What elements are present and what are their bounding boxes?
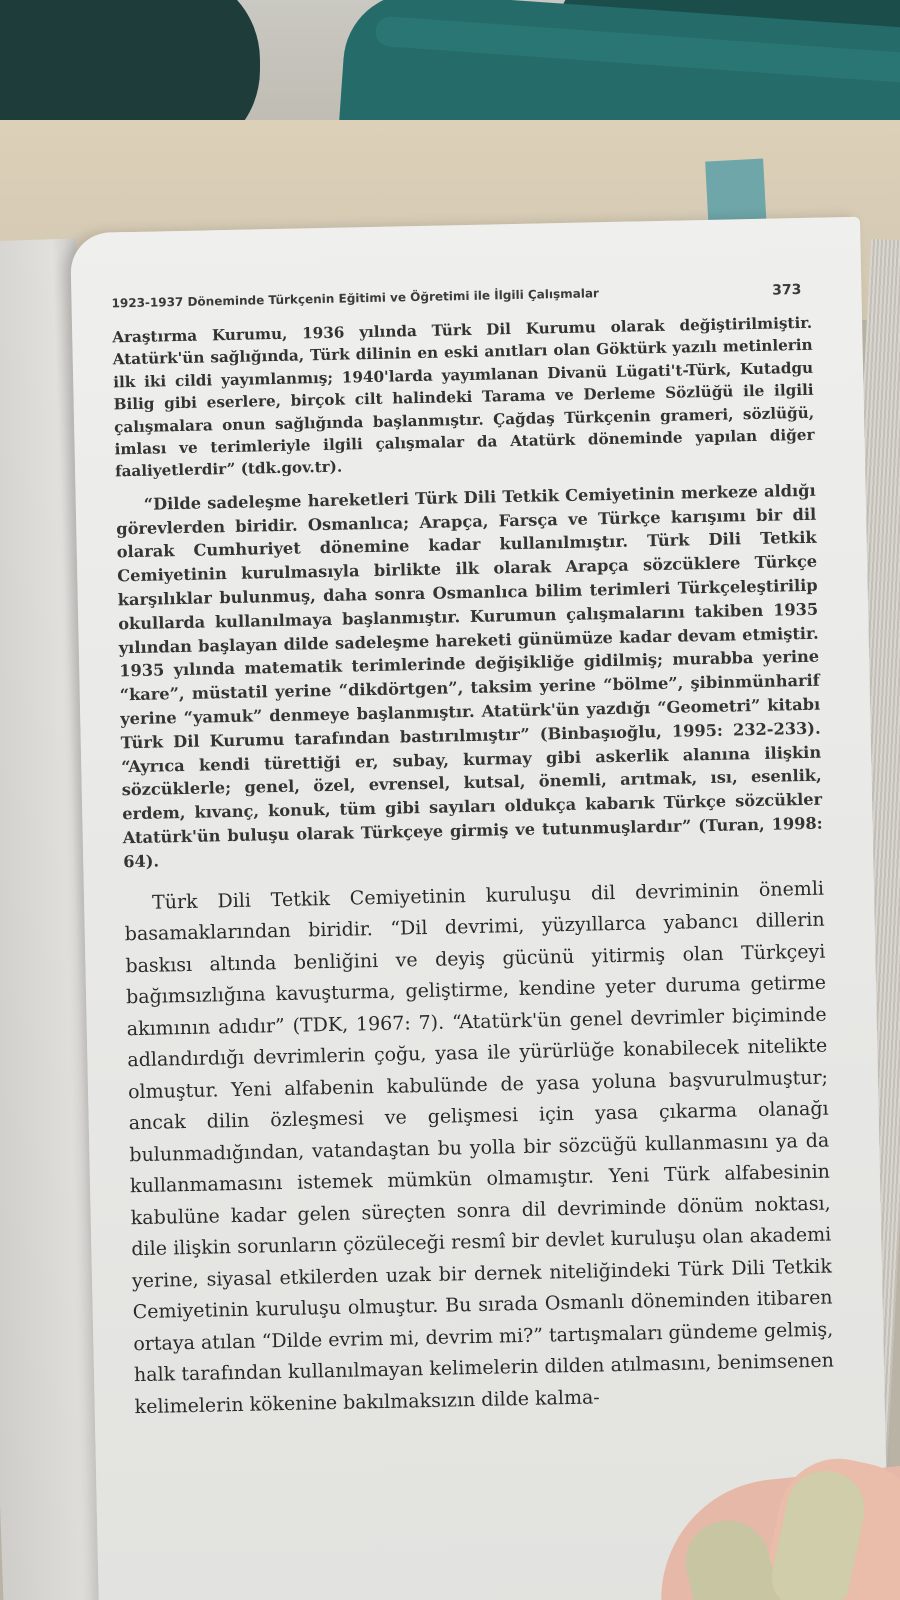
paragraph-1: Araştırma Kurumu, 1936 yılında Türk Dil Kurumu olarak değiştirilmiştir. Atatürk'ün sağlığında, Türk dilinin en eski anıtları olan Göktürk yazılı metinlerin ilk iki cildi yayımlanmış; 1940'larda yayımlanan Divanü Lügati't-Türk, Kutadgu Bilig gibi eserlere, birçok cilt halindeki Tarama ve Derleme Sözlüğü ile ilgili çalışmalara onun sağlığında başlanmıştır. Çağdaş Türkçenin grameri, sözlüğü, imlası ve terimleriyle ilgili çalışmalar da Atatürk döneminde yapılan diğer faaliyetlerdir” (tdk.gov.tr).	[112, 313, 815, 481]
page-content	[111, 282, 834, 1424]
book-page	[70, 217, 889, 1600]
paragraph-3: Türk Dili Tetkik Cemiyetinin kuruluşu dil devriminin önemli basamaklarından biridir. “Dil devrimi, yüzyıllarca yabancı dillerin baskısı altında benliğini ve deyiş gücünü yitirmiş olan Türkçeyi bağımsızlığına kavuşturma, geliştirme, kendine yeter duruma getirme akımının adıdır” (TDK, 1967: 7). “Atatürk'ün genel devrimler biçiminde adlandırdığı devrimlerin çoğu, yasa ile yürürlüğe konabilecek nitelikte olmuştur. Yeni alfabenin kabulünde de yasa yoluna başvurulmuştur; ancak dilin özleşmesi ve gelişmesi için yasa çıkarma olanağı bulunmadığından, vatandaştan bu yolla bir sözcüğü kullanmasını ya da kullanmamasını istemek mümkün olmamıştır. Yeni Türk alfabesinin kabulüne kadar gelen süreçten sonra dil devriminde dönüm noktası, dile ilişkin sorunların çözüleceği resmî bir devlet kuruluşu olan akademi yerine, siyasal etkilerden uzak bir dernek niteliğindeki Türk Dili Tetkik Cemiyetinin kuruluşu olmuştur. Bu sırada Osmanlı döneminden itibaren ortaya atılan “Dilde evrim mi, devrim mi?” tartışmaları gündeme gelmiş, halk tarafından kullanılmayan kelimelerin dilden atılmasını, benimsenen kelimelerin kökenine bakılmaksızın dilde kalma-	[124, 877, 835, 1418]
paragraph-2: “Dilde sadeleşme hareketleri Türk Dili Tetkik Cemiyetinin merkeze aldığı görevlerden biridir. Osmanlıca; Arapça, Farsça ve Türkçe karışımı bir dil olarak Cumhuriyet dönemine kadar kullanılmıştır. Türk Dili Tetkik Cemiyetinin kurulmasıyla birlikte ilk olarak Arapça sözcüklere Türkçe karşılıklar bulunmuş, daha sonra Osmanlıca bilim terimleri Türkçeleştirilip okullarda kullanılmaya başlanmıştır. Kurumun çalışmalarını takiben 1935 yılından başlayan dilde sadeleşme hareketi günümüze kadar devam etmiştir. 1935 yılında matematik terimlerinde değişikliğe gidilmiş; murabba yerine “kare”, müstatil yerine “dikdörtgen”, taksim yerine “bölme”, şibinmünharif yerine “yamuk” denmeye başlanmıştır. Atatürk'ün yazdığı “Geometri” kitabı Türk Dil Kurumu tarafından bastırılmıştır” (Binbaşıoğlu, 1995: 232-233). “Ayrıca kendi türettiği er, subay, kurmay gibi askerlik alanına ilişkin sözcüklerle; genel, özel, evrensel, kutsal, önemli, arıtmak, ısı, esenlik, erdem, kıvanç, konuk, tüm gibi sayıları oldukça kabarık Türkçe sözcükler Atatürk'ün buluşu olarak Türkçeye girmiş ve tutunmuşlardır” (Turan, 1998: 64).	[116, 480, 823, 872]
page-number: 373	[772, 281, 802, 299]
running-head-title: 1923-1937 Döneminde Türkçenin Eğitimi ve Öğretimi ile İlgili Çalışmalar	[111, 286, 600, 311]
running-head	[111, 282, 811, 313]
